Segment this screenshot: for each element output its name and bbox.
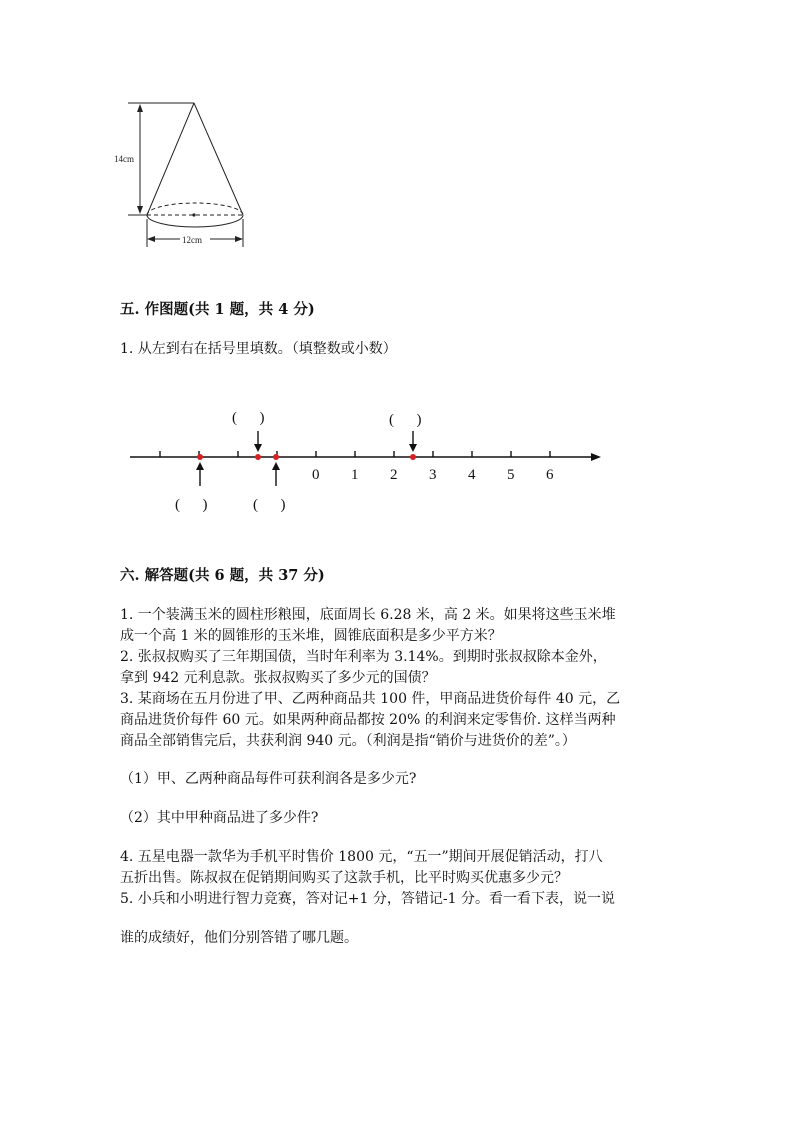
cone-center-dot: [192, 213, 195, 216]
point-b: [255, 454, 261, 460]
problem-1-line-1: 1. 一个装满玉米的圆柱形粮囤，底面周长 6.28 米，高 2 米。如果将这些玉米堆: [120, 607, 616, 623]
cone-figure: [110, 95, 260, 255]
problem-4-line-2: 五折出售。陈叔叔在促销期间购买了这款手机，比平时购买优惠多少元？: [120, 870, 568, 886]
tick-label-5: 5: [507, 467, 515, 483]
cone-base-front: [147, 215, 243, 227]
tick-label-6: 6: [546, 467, 554, 483]
problem-3-sub-2: （2）其中甲种商品进了多少件?: [120, 810, 319, 826]
number-line-figure: [120, 400, 610, 520]
section5-question-1: 1. 从左到右在括号里填数。（填整数或小数）: [120, 341, 397, 357]
diameter-arrow-right-icon: [235, 236, 243, 242]
tick-label-2: 2: [390, 467, 398, 483]
height-arrow-top-icon: [137, 104, 143, 112]
problem-3-line-3: 商品全部销售完后，共获利润 940 元。（利润是指“销价与进货价的差”。）: [120, 733, 576, 749]
problem-3-line-1: 3. 某商场在五月份进了甲、乙两种商品共 100 件，甲商品进货价每件 40 元，乙: [120, 691, 621, 707]
diameter-label: 12cm: [182, 235, 202, 245]
number-line-arrow-icon: [591, 453, 601, 461]
arrow-down-icon: [409, 444, 417, 452]
answer-blank-a[interactable]: ( ): [175, 497, 208, 513]
arrow-down-icon: [254, 444, 262, 452]
answer-blank-b[interactable]: ( ): [232, 410, 265, 426]
arrow-up-icon: [196, 462, 204, 470]
tick-label-1: 1: [351, 467, 359, 483]
section5-title: 五. 作图题(共 1 题，共 4 分): [120, 301, 315, 318]
problem-5-line-2: 谁的成绩好，他们分别答错了哪几题。: [120, 930, 358, 946]
cone-right-side: [194, 103, 243, 215]
answer-blank-d[interactable]: ( ): [389, 412, 422, 428]
tick-label-4: 4: [468, 467, 476, 483]
problem-5-line-1: 5. 小兵和小明进行智力竞赛，答对记+1 分，答错记-1 分。看一看下表，说一说: [120, 891, 615, 907]
problem-2-line-1: 2. 张叔叔购买了三年期国债，当时年利率为 3.14%。到期时张叔叔除本金外，: [120, 649, 607, 665]
problem-3-line-2: 商品进货价每件 60 元。如果两种商品都按 20% 的利润来定零售价. 这样当两种: [120, 712, 616, 728]
cone-left-side: [147, 103, 194, 215]
height-arrow-bottom-icon: [137, 206, 143, 214]
problem-3-sub-1: （1）甲、乙两种商品每件可获利润各是多少元?: [120, 771, 417, 787]
arrow-up-icon: [272, 462, 280, 470]
point-a: [197, 454, 203, 460]
answer-blank-c[interactable]: ( ): [253, 497, 286, 513]
tick-label-0: 0: [312, 467, 320, 483]
point-c: [273, 454, 279, 460]
point-d: [410, 454, 416, 460]
diameter-arrow-left-icon: [147, 236, 155, 242]
section6-title: 六. 解答题(共 6 题，共 37 分): [120, 567, 325, 584]
cone-base-back: [147, 203, 243, 215]
problem-2-line-2: 拿到 942 元利息款。张叔叔购买了多少元的国债？: [120, 670, 436, 686]
tick-label-3: 3: [429, 467, 437, 483]
problem-4-line-1: 4. 五星电器一款华为手机平时售价 1800 元，“五一”期间开展促销活动，打八: [120, 849, 603, 865]
height-label: 14cm: [114, 154, 134, 164]
problem-1-line-2: 成一个高 1 米的圆锥形的玉米堆，圆锥底面积是多少平方米？: [120, 628, 502, 644]
